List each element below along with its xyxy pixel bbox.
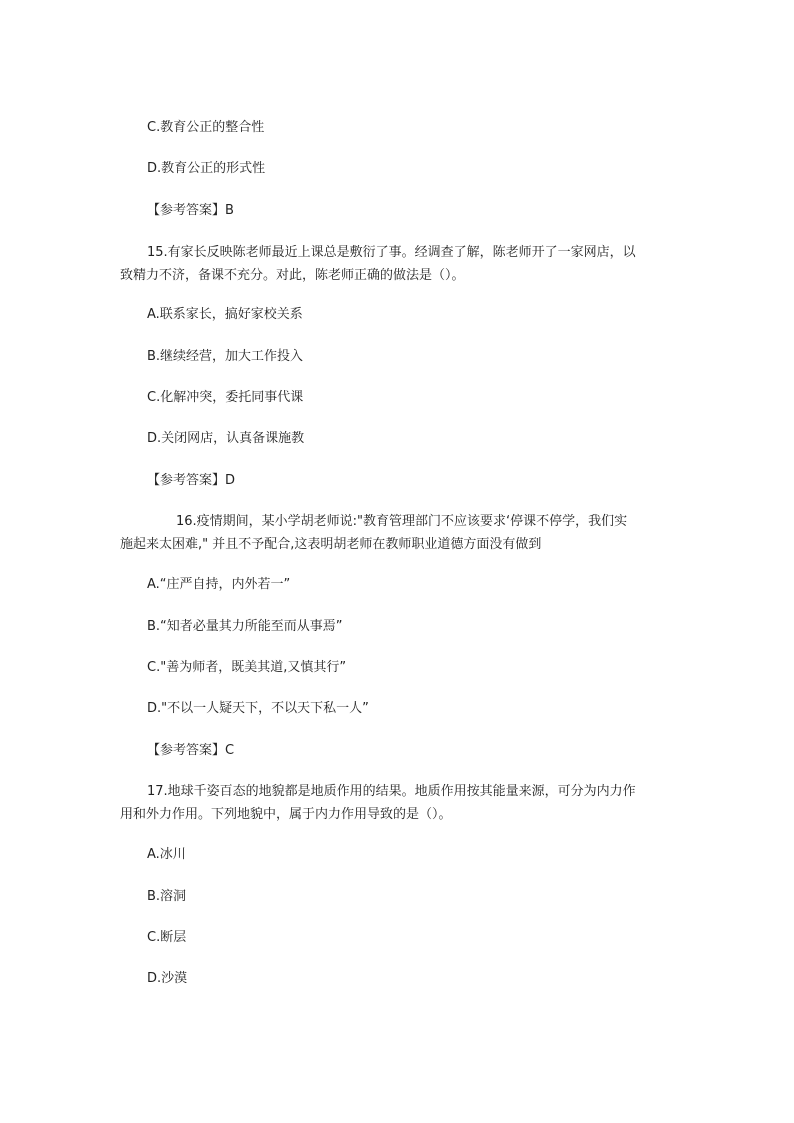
question-15-option-d: D.关闭网店，认真备课施教 <box>147 431 305 446</box>
question-15-option-b: B.继续经营，加大工作投入 <box>147 349 304 364</box>
question-15-option-c: C.化解冲突，委托同事代课 <box>147 390 304 405</box>
question-15-answer: 【参考答案】D <box>147 473 236 488</box>
question-17-option-c: C.断层 <box>147 930 187 945</box>
option-d: D.教育公正的形式性 <box>147 161 266 176</box>
question-16-option-b: B.“知者必量其力所能至而从事焉” <box>147 619 343 634</box>
question-17-line-2: 用和外力作用。下列地貌中，属于内力作用导致的是（）。 <box>120 807 452 822</box>
question-17-option-a: A.冰川 <box>147 847 186 862</box>
question-16-line-1: 16.疫情期间，某小学胡老师说:"教育管理部门不应该要求‘停课不停学，我们实 <box>176 514 628 529</box>
answer-key: 【参考答案】B <box>147 203 234 218</box>
question-16-option-a: A.“庄严自持，内外若一” <box>147 577 291 592</box>
question-16-line-2: 施起来太困难," 并且不予配合,这表明胡老师在教师职业道德方面没有做到 <box>120 537 542 552</box>
question-17-line-1: 17.地球千姿百态的地貌都是地质作用的结果。地质作用按其能量来源，可分为内力作 <box>147 784 636 799</box>
question-17-option-b: B.溶洞 <box>147 889 187 904</box>
question-15-option-a: A.联系家长，搞好家校关系 <box>147 307 303 322</box>
question-17-option-d: D.沙漠 <box>147 971 188 986</box>
question-15-line-2: 致精力不济，备课不充分。对此，陈老师正确的做法是（）。 <box>120 268 465 283</box>
question-16-answer: 【参考答案】C <box>147 743 235 758</box>
option-c: C.教育公正的整合性 <box>147 120 265 135</box>
question-16-option-c: C."善为师者，既美其道,又慎其行” <box>147 660 347 675</box>
question-15-line-1: 15.有家长反映陈老师最近上课总是敷衍了事。经调查了解，陈老师开了一家网店，以 <box>147 245 636 260</box>
question-16-option-d: D."不以一人疑天下，不以天下私一人” <box>147 701 369 716</box>
